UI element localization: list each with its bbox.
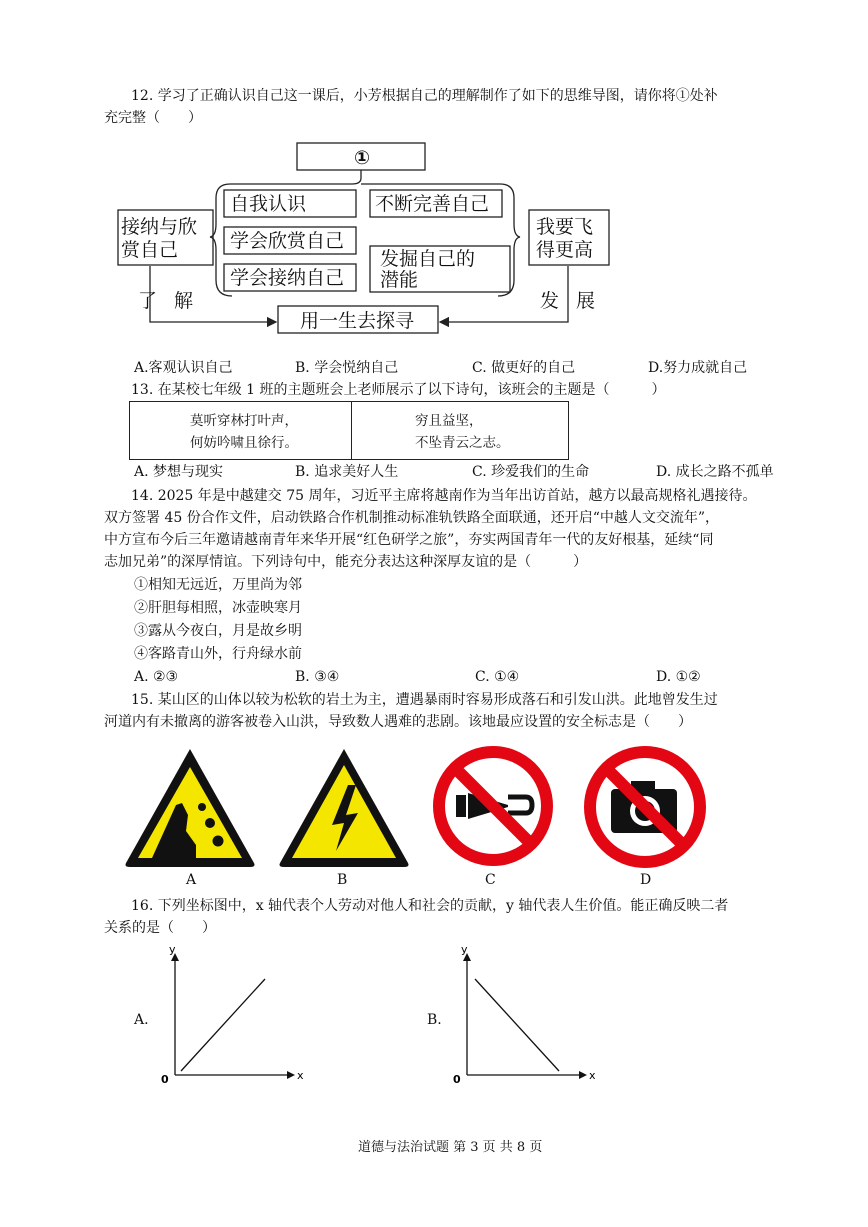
- mindmap-box-accept: 学会接纳自己: [230, 267, 345, 289]
- q13-stem: 13. 在某校七年级 1 班的主题班会上老师展示了以下诗句，该班会的主题是（ ）: [131, 382, 666, 398]
- q14-option-b: B. ③④: [295, 669, 340, 685]
- sign-label-c: C: [485, 872, 496, 888]
- q13-option-d: D. 成长之路不孤单: [656, 464, 774, 480]
- mindmap-understand-1: 了: [138, 290, 158, 312]
- poem-right-line1: 穷且益坚，: [415, 413, 483, 429]
- sign-label-a: A: [186, 872, 197, 888]
- no-photography-icon: [583, 745, 707, 869]
- mindmap-box-appreciate: 学会欣赏自己: [230, 230, 345, 252]
- falling-rocks-warning-icon: [122, 745, 258, 869]
- mindmap-develop-2: 展: [576, 290, 596, 312]
- q14-stem-line2: 双方签署 45 份合作文件，启动铁路合作机制推动标准轨铁路全面联通，还开启“中越人文交流年”，: [104, 510, 720, 526]
- graph-a-line: [181, 979, 265, 1071]
- sign-label-d: D: [640, 872, 652, 888]
- q12-option-a: A.客观认识自己: [134, 360, 233, 376]
- q12-option-d: D.努力成就自己: [648, 360, 748, 376]
- poem-table: [129, 401, 569, 460]
- q14-stem-line1: 14. 2025 年是中越建交 75 周年，习近平主席将越南作为当年出访首站，越方以最高规格礼遇接待。: [131, 488, 757, 504]
- graph-b-x-label: x: [589, 1069, 596, 1082]
- q13-option-a: A. 梦想与现实: [134, 464, 224, 480]
- q16-stem-line1: 16. 下列坐标图中，x 轴代表个人劳动对他人和社会的贡献，y 轴代表人生价值。能正确反映二者: [131, 898, 729, 914]
- q14-item-2: ②肝胆每相照，冰壶映寒月: [134, 600, 302, 616]
- mindmap-understand-2: 解: [174, 290, 194, 312]
- poem-left-line2: 何妨吟啸且徐行。: [190, 435, 298, 451]
- mindmap-left-label: 接纳与欣赏自己: [121, 216, 198, 261]
- page-footer: 道德与法治试题 第 3 页 共 8 页: [358, 1140, 543, 1155]
- q14-item-1: ①相知无远近，万里尚为邻: [134, 577, 302, 593]
- poem-left: [190, 410, 298, 454]
- electric-shock-warning-icon: [276, 745, 412, 869]
- q14-stem-line3: 中方宣布今后三年邀请越南青年来华开展“红色研学之旅”，夯实两国青年一代的友好根基，延续“同: [104, 532, 714, 548]
- q15-stem-line1: 15. 某山区的山体以较为松软的岩土为主，遭遇暴雨时容易形成落石和引发山洪。此地曾发生过: [131, 692, 718, 708]
- q13-option-b: B. 追求美好人生: [295, 464, 399, 480]
- no-horn-icon: [432, 745, 554, 867]
- q14-stem-line4: 志加兄弟”的深厚情谊。下列诗句中，能充分表达这种深厚友谊的是（ ）: [104, 554, 588, 570]
- q14-item-4: ④客路青山外，行舟绿水前: [134, 646, 302, 662]
- q14-option-c: C. ①④: [475, 669, 520, 685]
- mindmap-right-label: 我要飞得更高: [536, 216, 594, 261]
- mindmap-box-self-knowledge: 自我认识: [230, 193, 307, 215]
- graph-a-x-label: x: [297, 1069, 304, 1082]
- mindmap-top-label: ①: [354, 147, 371, 169]
- graph-b-y-label: y: [461, 945, 468, 956]
- q16-stem-line2: 关系的是（ ）: [104, 920, 216, 936]
- q12-option-b: B. 学会悦纳自己: [295, 360, 399, 376]
- q12-option-c: C. 做更好的自己: [472, 360, 576, 376]
- mindmap-bottom-label: 用一生去探寻: [300, 310, 415, 332]
- mind-map-diagram: [110, 140, 620, 340]
- graph-a-y-label: y: [169, 945, 176, 956]
- mindmap-box-improve: 不断完善自己: [375, 193, 490, 215]
- q14-option-a: A. ②③: [134, 669, 179, 685]
- mindmap-box-explore-1: 发掘自己的: [380, 248, 476, 270]
- graph-b-label: B.: [427, 1012, 442, 1028]
- poem-left-line1: 莫听穿林打叶声，: [190, 413, 298, 429]
- q14-option-d: D. ①②: [656, 669, 701, 685]
- q14-item-3: ③露从今夜白，月是故乡明: [134, 623, 302, 639]
- sign-label-b: B: [337, 872, 348, 888]
- graph-a-origin: 0: [161, 1073, 169, 1085]
- q13-option-c: C. 珍爱我们的生命: [472, 464, 590, 480]
- poem-divider: [351, 402, 352, 459]
- poem-right-line2: 不坠青云之志。: [415, 435, 510, 451]
- mindmap-develop-1: 发: [540, 290, 560, 312]
- graph-b-line: [475, 979, 559, 1071]
- mindmap-box-explore-2: 潜能: [380, 269, 419, 291]
- graph-b-origin: 0: [453, 1073, 461, 1085]
- q15-stem-line2: 河道内有未撤离的游客被卷入山洪，导致数人遇难的悲剧。该地最应设置的安全标志是（ ）: [104, 714, 692, 730]
- q12-stem-line1: 12. 学习了正确认识自己这一课后，小芳根据自己的理解制作了如下的思维导图，请你将①处补: [131, 88, 718, 104]
- poem-right: [415, 410, 510, 454]
- q12-stem-line2: 充完整（ ）: [104, 110, 202, 126]
- graph-a: [155, 945, 305, 1085]
- graph-a-label: A.: [134, 1012, 149, 1028]
- graph-b: [447, 945, 597, 1085]
